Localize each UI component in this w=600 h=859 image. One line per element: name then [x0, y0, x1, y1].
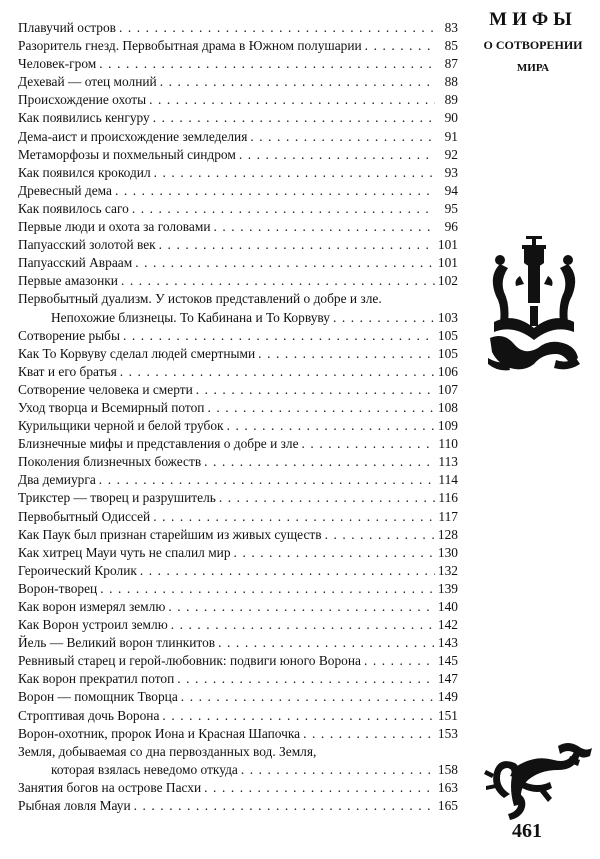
toc-entry[interactable] [18, 508, 458, 526]
toc-entry-title: Первые амазонки [18, 273, 118, 289]
toc-entry[interactable] [18, 779, 458, 797]
toc-entry-title: Сотворение рыбы [18, 327, 120, 343]
toc-entry-title: Человек-гром [18, 56, 97, 72]
toc-entry-page: 128 [437, 526, 458, 542]
toc-leader-dots [153, 109, 435, 127]
toc-entry[interactable] [18, 128, 458, 146]
toc-entry-title: Земля, добываемая со дна первозданных вод. Земля, [18, 743, 317, 759]
toc-entry-title: Как Ворон устроил землю [18, 617, 168, 633]
toc-entry-page: 139 [437, 580, 458, 596]
toc-entry-title: Поколения близнечных божеств [18, 454, 202, 470]
toc-entry[interactable] [18, 55, 458, 73]
toc-entry-page: 145 [437, 653, 458, 669]
toc-leader-dots [365, 37, 435, 55]
toc-entry[interactable] [18, 417, 458, 435]
toc-entry[interactable] [18, 435, 458, 453]
toc-leader-dots [140, 562, 435, 580]
toc-entry[interactable] [18, 381, 458, 399]
toc-entry[interactable] [18, 91, 458, 109]
toc-entry-page: 117 [438, 508, 458, 524]
toc-entry-page: 85 [444, 38, 458, 54]
toc-leader-dots [123, 327, 435, 345]
toc-entry[interactable] [18, 19, 458, 37]
toc-entry-title: Уход творца и Всемирный потоп [18, 399, 205, 415]
header-subtitle-2: МИРА [516, 62, 550, 74]
toc-entry-page: 114 [438, 472, 458, 488]
toc-entry-title: Рыбная ловля Мауи [18, 798, 131, 814]
toc-entry[interactable] [18, 598, 458, 616]
toc-entry-page: 101 [437, 237, 458, 253]
toc-leader-dots [227, 417, 435, 435]
toc-entry-title: Дехевай — отец молний [18, 74, 157, 90]
toc-leader-dots [250, 128, 435, 146]
toc-entry-page: 132 [437, 562, 458, 578]
toc-entry-title: Разоритель гнезд. Первобытная драма в Южном полушарии [18, 38, 362, 54]
toc-leader-dots [234, 544, 435, 562]
toc-entry[interactable] [18, 634, 458, 652]
toc-entry-page: 143 [437, 635, 458, 651]
toc-entry-title: Ворон — помощник Творца [18, 689, 178, 705]
toc-leader-dots [168, 598, 435, 616]
toc-entry-title: Как появился крокодил [18, 164, 151, 180]
toc-entry-title: Йель — Великий ворон тлинкитов [18, 635, 216, 651]
toc-leader-dots [115, 182, 435, 200]
toc-entry-page: 165 [437, 798, 458, 814]
toc-entry-page: 89 [444, 92, 458, 108]
toc-entry-page: 92 [444, 146, 458, 162]
toc-entry-page: 109 [437, 418, 458, 434]
toc-entry-page: 110 [438, 436, 458, 452]
toc-leader-dots [204, 779, 435, 797]
toc-entry-title: Метаморфозы и похмельный синдром [18, 146, 236, 162]
toc-entry-page: 130 [437, 544, 458, 560]
header-subtitle: О СОТВОРЕНИИ [483, 38, 583, 52]
toc-entry-title: Героический Кролик [18, 562, 137, 578]
page-number: 461 [512, 820, 542, 842]
toc-entry[interactable] [18, 743, 458, 779]
toc-leader-dots [204, 453, 435, 471]
toc-entry[interactable] [18, 580, 458, 598]
toc-entry-title: Ворон-творец [18, 580, 98, 596]
toc-leader-dots [219, 489, 435, 507]
toc-entry-page: 83 [444, 20, 458, 35]
toc-entry-page: 153 [437, 725, 458, 741]
ornament-figure-icon [486, 236, 582, 372]
toc-entry[interactable] [18, 652, 458, 670]
toc-entry[interactable] [18, 725, 458, 743]
toc-entry[interactable] [18, 707, 458, 725]
toc-entry-title: Древесный дема [18, 182, 112, 198]
toc-entry-title: Курильщики черной и белой трубок [18, 418, 224, 434]
toc-entry-title: Первобытный Одиссей [18, 508, 151, 524]
toc-entry[interactable] [18, 164, 458, 182]
toc-leader-dots [218, 634, 435, 652]
toc-leader-dots [120, 363, 435, 381]
toc-entry-title-continued: которая взялась неведомо откуда [51, 761, 238, 777]
toc-entry[interactable] [18, 37, 458, 55]
toc-entry-page: 151 [437, 707, 458, 723]
toc-entry-page: 108 [437, 399, 458, 415]
toc-leader-dots [135, 254, 435, 272]
toc-entry[interactable] [18, 236, 458, 254]
toc-leader-dots [302, 435, 435, 453]
toc-entry-title: Трикстер — творец и разрушитель [18, 490, 216, 506]
toc-entry-title: Строптивая дочь Ворона [18, 707, 160, 723]
toc-leader-dots [160, 73, 435, 91]
toc-leader-dots [239, 146, 435, 164]
toc-leader-dots [196, 381, 435, 399]
toc-entry[interactable] [18, 363, 458, 381]
toc-entry[interactable] [18, 544, 458, 562]
toc-leader-dots [303, 725, 435, 743]
running-header [474, 8, 592, 77]
toc-entry-title: Происхождение охоты [18, 92, 147, 108]
toc-entry[interactable] [18, 688, 458, 706]
toc-leader-dots [100, 580, 435, 598]
toc-entry-title: Первобытный дуализм. У истоков представлений о добре и зле. [18, 291, 382, 307]
toc-leader-dots [325, 526, 435, 544]
toc-entry-page: 88 [444, 74, 458, 90]
toc-leader-dots [99, 471, 435, 489]
toc-entry-title: Как То Корвуву сделал людей смертными [18, 345, 256, 361]
toc-entry-page: 105 [437, 327, 458, 343]
toc-entry-page: 158 [437, 761, 458, 777]
toc-entry-page: 149 [437, 689, 458, 705]
toc-entry-page: 113 [438, 454, 458, 470]
toc-entry[interactable] [18, 616, 458, 634]
toc-entry-title: Два демиурга [18, 472, 96, 488]
toc-entry-page: 107 [437, 381, 458, 397]
toc-leader-dots [177, 670, 435, 688]
toc-entry[interactable] [18, 146, 458, 164]
toc-entry-page: 106 [437, 363, 458, 379]
toc-entry-page: 102 [437, 273, 458, 289]
toc-entry[interactable] [18, 797, 458, 815]
toc-entry-page: 101 [437, 255, 458, 271]
toc-entry[interactable] [18, 489, 458, 507]
toc-entry-page: 90 [444, 110, 458, 126]
toc-entry-title: Близнечные мифы и представления о добре и зле [18, 436, 299, 452]
toc-leader-dots [241, 761, 435, 779]
toc-leader-dots [333, 309, 435, 327]
toc-entry-title: Как ворон измерял землю [18, 599, 166, 614]
toc-entry[interactable] [18, 182, 458, 200]
toc-entry-title: Как ворон прекратил потоп [18, 671, 175, 687]
toc-entry[interactable] [18, 526, 458, 544]
toc-entry-title: Как появилось саго [18, 200, 129, 216]
toc-leader-dots [258, 345, 435, 363]
toc-leader-dots [364, 652, 435, 670]
toc-leader-dots [162, 707, 434, 725]
toc-leader-dots [171, 616, 435, 634]
toc-entry[interactable] [18, 254, 458, 272]
toc-entry-title: Ревнивый старец и герой-любовник: подвиги юного Ворона [18, 653, 361, 669]
toc-entry-page: 147 [437, 671, 458, 687]
toc-entry-page: 91 [444, 128, 458, 144]
toc-entry[interactable] [18, 345, 458, 363]
toc-entry[interactable] [18, 471, 458, 489]
toc-entry-page: 103 [437, 309, 458, 325]
toc-leader-dots [153, 508, 435, 526]
toc-leader-dots [99, 55, 435, 73]
toc-entry-title-continued: Непохожие близнецы. То Кабинана и То Корвуву [51, 309, 330, 325]
toc-leader-dots [149, 91, 435, 109]
toc-entry[interactable] [18, 109, 458, 127]
toc-leader-dots [159, 236, 435, 254]
toc-entry-page: 93 [444, 164, 458, 180]
toc-entry[interactable] [18, 562, 458, 580]
toc-entry-title: Занятия богов на острове Пасхи [18, 779, 202, 795]
toc-entry-page: 96 [444, 219, 458, 235]
toc-entry-page: 142 [437, 617, 458, 633]
toc-entry-page: 140 [437, 599, 458, 614]
toc-leader-dots [181, 688, 435, 706]
toc-entry[interactable] [18, 399, 458, 417]
toc-leader-dots [132, 200, 435, 218]
toc-leader-dots [134, 797, 435, 815]
toc-leader-dots [121, 272, 435, 290]
toc-leader-dots [214, 218, 435, 236]
toc-entry-title: Как появились кенгуру [18, 110, 150, 126]
header-title: МИФЫ [489, 9, 577, 30]
toc-entry[interactable] [18, 327, 458, 345]
toc-leader-dots [119, 19, 435, 37]
toc-entry[interactable] [18, 670, 458, 688]
toc-entry[interactable] [18, 200, 458, 218]
toc-leader-dots [154, 164, 435, 182]
toc-entry[interactable] [18, 218, 458, 236]
toc-entry-page: 87 [444, 56, 458, 72]
toc-entry-page: 116 [438, 490, 458, 506]
toc-entry-page: 94 [444, 182, 458, 198]
toc-leader-dots [207, 399, 434, 417]
toc-entry-title: Как хитрец Мауи чуть не спалил мир [18, 544, 231, 560]
toc-entry[interactable] [18, 290, 458, 326]
toc-entry-page: 105 [437, 345, 458, 361]
toc-entry[interactable] [18, 453, 458, 471]
toc-entry[interactable] [18, 73, 458, 91]
toc-entry-title: Папуасский Авраам [18, 255, 133, 271]
toc-entry-title: Первые люди и охота за головами [18, 219, 211, 235]
toc-entry-title: Ворон-охотник, пророк Иона и Красная Шапочка [18, 725, 301, 741]
toc-entry-title: Плавучий остров [18, 20, 116, 35]
toc-entry[interactable] [18, 272, 458, 290]
toc-entry-title: Как Паук был признан старейшим из живых существ [18, 526, 322, 542]
toc-entry-page: 95 [444, 200, 458, 216]
toc-entry-page: 163 [437, 779, 458, 795]
toc-entry-title: Дема-аист и происхождение земледелия [18, 128, 248, 144]
dragon-icon [484, 738, 594, 820]
toc-entry-title: Папуасский золотой век [18, 237, 156, 253]
toc-entry-title: Кват и его братья [18, 363, 117, 379]
table-of-contents [18, 19, 458, 815]
toc-entry-title: Сотворение человека и смерти [18, 381, 193, 397]
